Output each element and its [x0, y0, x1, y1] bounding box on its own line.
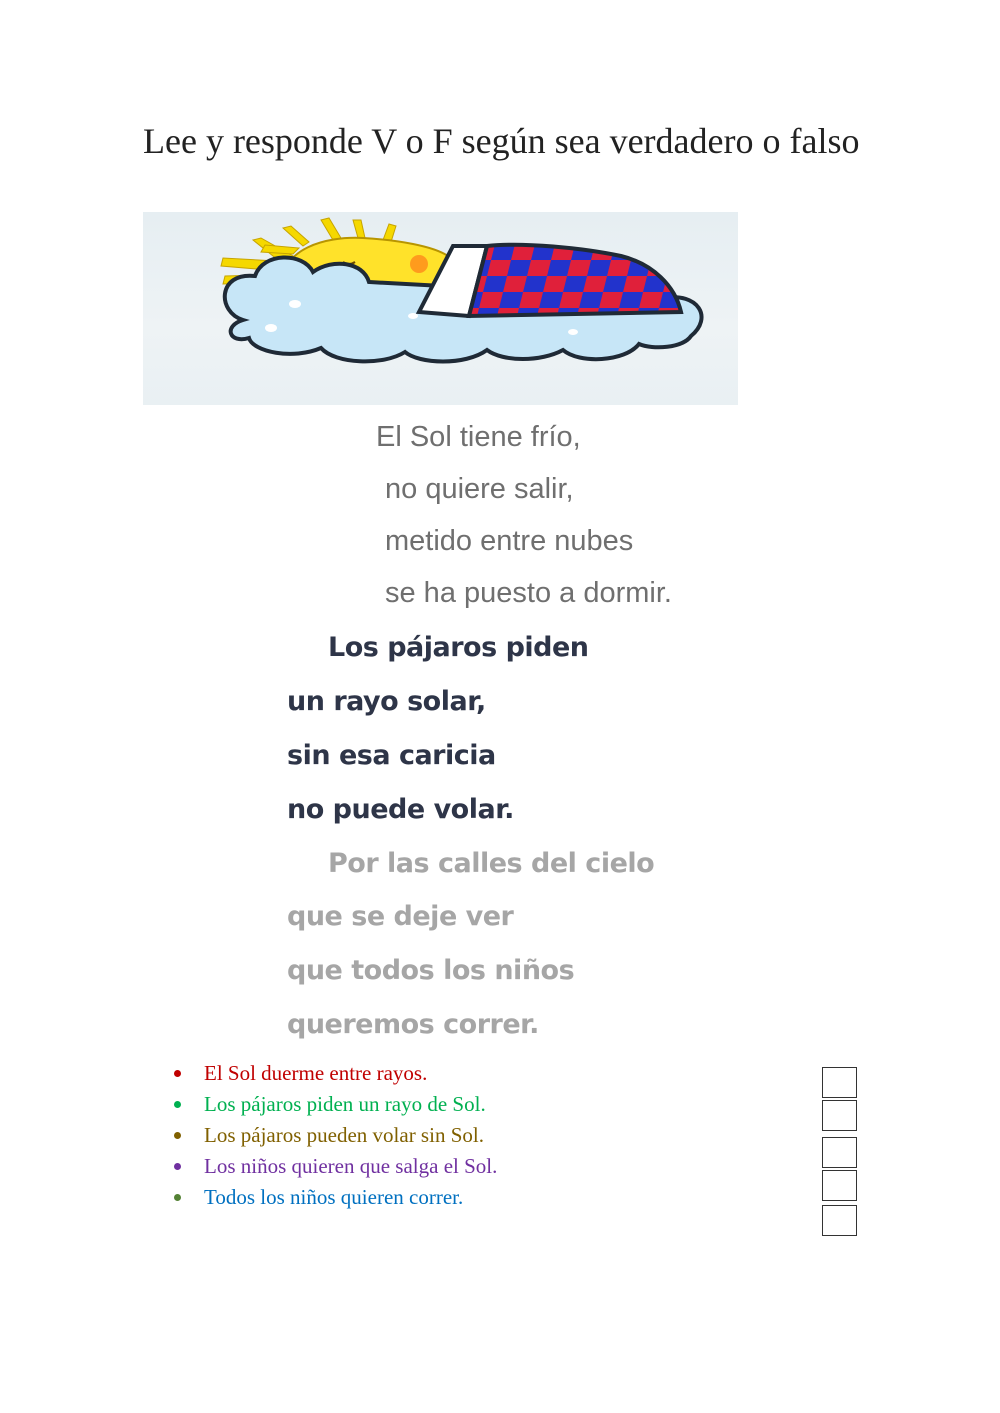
answer-box[interactable] — [822, 1100, 857, 1131]
poem-line: que se deje ver — [287, 901, 514, 932]
list-item — [170, 1120, 497, 1151]
bullet-icon — [174, 1070, 181, 1077]
list-item — [170, 1182, 497, 1213]
statement-text: El Sol duerme entre rayos. — [204, 1061, 428, 1085]
statement-text: Los pájaros pueden volar sin Sol. — [204, 1123, 484, 1147]
statement-text: Los pájaros piden un rayo de Sol. — [204, 1092, 486, 1116]
poem-line: El Sol tiene frío, — [376, 421, 581, 453]
bullet-icon — [174, 1132, 181, 1139]
poem-line: un rayo solar, — [287, 686, 486, 717]
bullet-icon — [174, 1194, 181, 1201]
answer-box[interactable] — [822, 1170, 857, 1201]
statement-text: Todos los niños quieren correr. — [204, 1185, 464, 1209]
bullet-icon — [174, 1163, 181, 1170]
list-item — [170, 1058, 497, 1089]
answer-box[interactable] — [822, 1205, 857, 1236]
list-item — [170, 1151, 497, 1182]
poem-line: no puede volar. — [287, 794, 514, 825]
statement-list — [170, 1058, 497, 1213]
answer-box[interactable] — [822, 1067, 857, 1098]
answer-box[interactable] — [822, 1137, 857, 1168]
poem-line: no quiere salir, — [385, 473, 574, 505]
poem-line: Los pájaros piden — [328, 632, 589, 663]
poem-line: se ha puesto a dormir. — [385, 577, 672, 609]
poem-line: Por las calles del cielo — [328, 848, 655, 879]
poem-line: metido entre nubes — [385, 525, 634, 557]
poem-line: que todos los niños — [287, 955, 575, 986]
list-item — [170, 1089, 497, 1120]
poem-line: queremos correr. — [287, 1009, 539, 1040]
poem-line: sin esa caricia — [287, 740, 496, 771]
statement-text: Los niños quieren que salga el Sol. — [204, 1154, 498, 1178]
sleeping-sun-cloud-icon — [143, 212, 738, 405]
bullet-icon — [174, 1101, 181, 1108]
page-title: Lee y responde V o F según sea verdadero o falso — [143, 121, 860, 161]
